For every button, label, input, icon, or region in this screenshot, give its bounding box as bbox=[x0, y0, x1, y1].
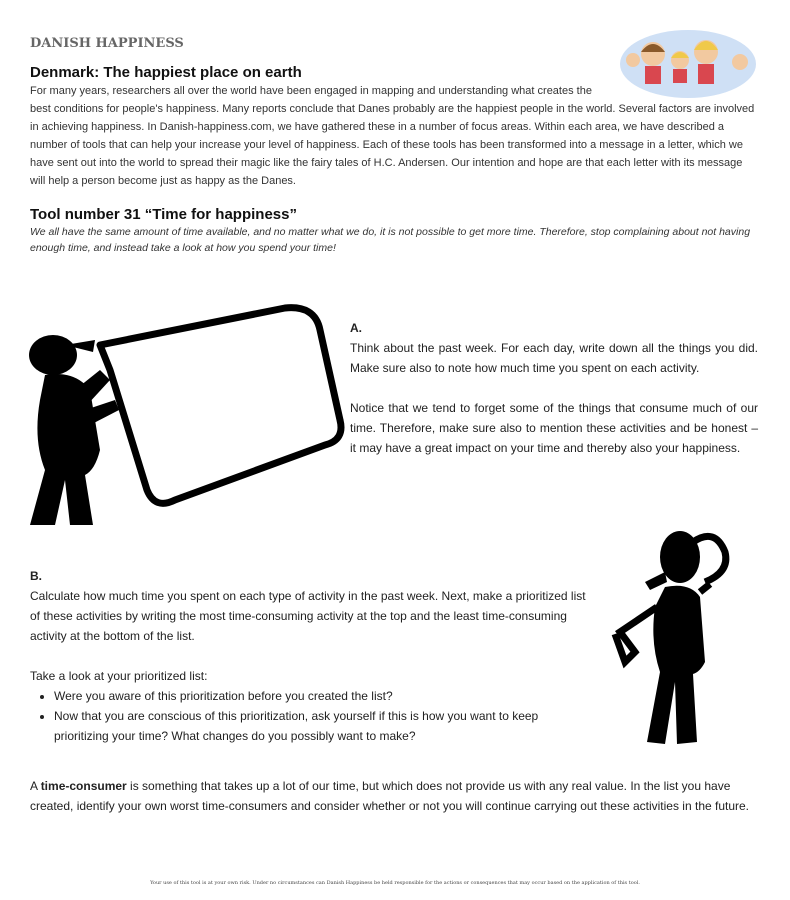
brand-name: DANISH HAPPINESS bbox=[30, 36, 184, 51]
thinking-figure-illustration bbox=[605, 522, 765, 750]
tool-subtitle: We all have the same amount of time available, and no matter what we do, it is not possible to get more time. Therefore, stop complaining about not having enough time, and instead take a look at how you spend your time! bbox=[30, 226, 751, 254]
section-a-paragraph-2: Notice that we tend to forget some of the things that consume much of our time. Therefore, make sure also to mention these activities and be honest – it may have a great impact on your time and thereby also your happiness. bbox=[350, 401, 758, 455]
section-b-paragraph-1: Calculate how much time you spent on each type of activity in the past week. Next, make a prioritized list of these activities by writing the most time-consuming activity at the top and the least time-consuming activity at the bottom of the list. bbox=[30, 589, 586, 643]
final-text: is something that takes up a lot of our time, but which does not provide us with any real value. In the list you have created, identify your own worst time-consumers and consider whether or not you will continue carrying out these activities in the future. bbox=[30, 779, 750, 813]
list-item: • Now that you are conscious of this prioritization, ask yourself if this is how you want to keep prioritizing your time? What changes do you possibly want to make? bbox=[54, 706, 590, 746]
section-a bbox=[350, 318, 758, 478]
reflection-list bbox=[30, 686, 590, 746]
list-item: • Were you aware of this prioritization before you created the list? bbox=[54, 686, 590, 706]
section-b-label: B. bbox=[30, 569, 42, 583]
page-title: Denmark: The happiest place on earth bbox=[30, 64, 302, 81]
intro-text: For many years, researchers all over the world have been engaged in mapping and understanding what creates the best conditions for people's happiness. Many reports conclude that Danes probably are the happiest people in the world. Several factors are involved in achieving happiness. In Danish-happiness.com, we have gathered these in a number of focus areas. Within each area, we have described a number of tools that can help your increase your level of happiness. Each of these tools has been transformed into a message in a letter, which we have sent out into the world to spread their magic like the fairy tales of H.C. Andersen. Our intention and hope are that each letter with its message will help a person become just as happy as the Danes. bbox=[30, 85, 755, 187]
figure-holding-sign-illustration bbox=[15, 300, 345, 530]
section-b-paragraph-2: Take a look at your prioritized list: bbox=[30, 669, 208, 683]
final-prefix: A bbox=[30, 779, 41, 793]
danish-happiness-logo bbox=[618, 28, 758, 100]
section-a-paragraph-1: Think about the past week. For each day, write down all the things you did. Make sure also to note how much time you spent on each activity. bbox=[350, 341, 758, 375]
section-b bbox=[30, 566, 590, 746]
time-consumer-term: time-consumer bbox=[40, 779, 127, 793]
section-a-label: A. bbox=[350, 321, 362, 335]
disclaimer-footer: Your use of this tool is at your own risk. Under no circumstances can Danish Happiness be held responsible for the actions or consequences that may occur based on the application of this tool. bbox=[150, 880, 640, 886]
time-consumer-paragraph bbox=[30, 776, 750, 816]
tool-title: Tool number 31 “Time for happiness” bbox=[30, 206, 297, 223]
